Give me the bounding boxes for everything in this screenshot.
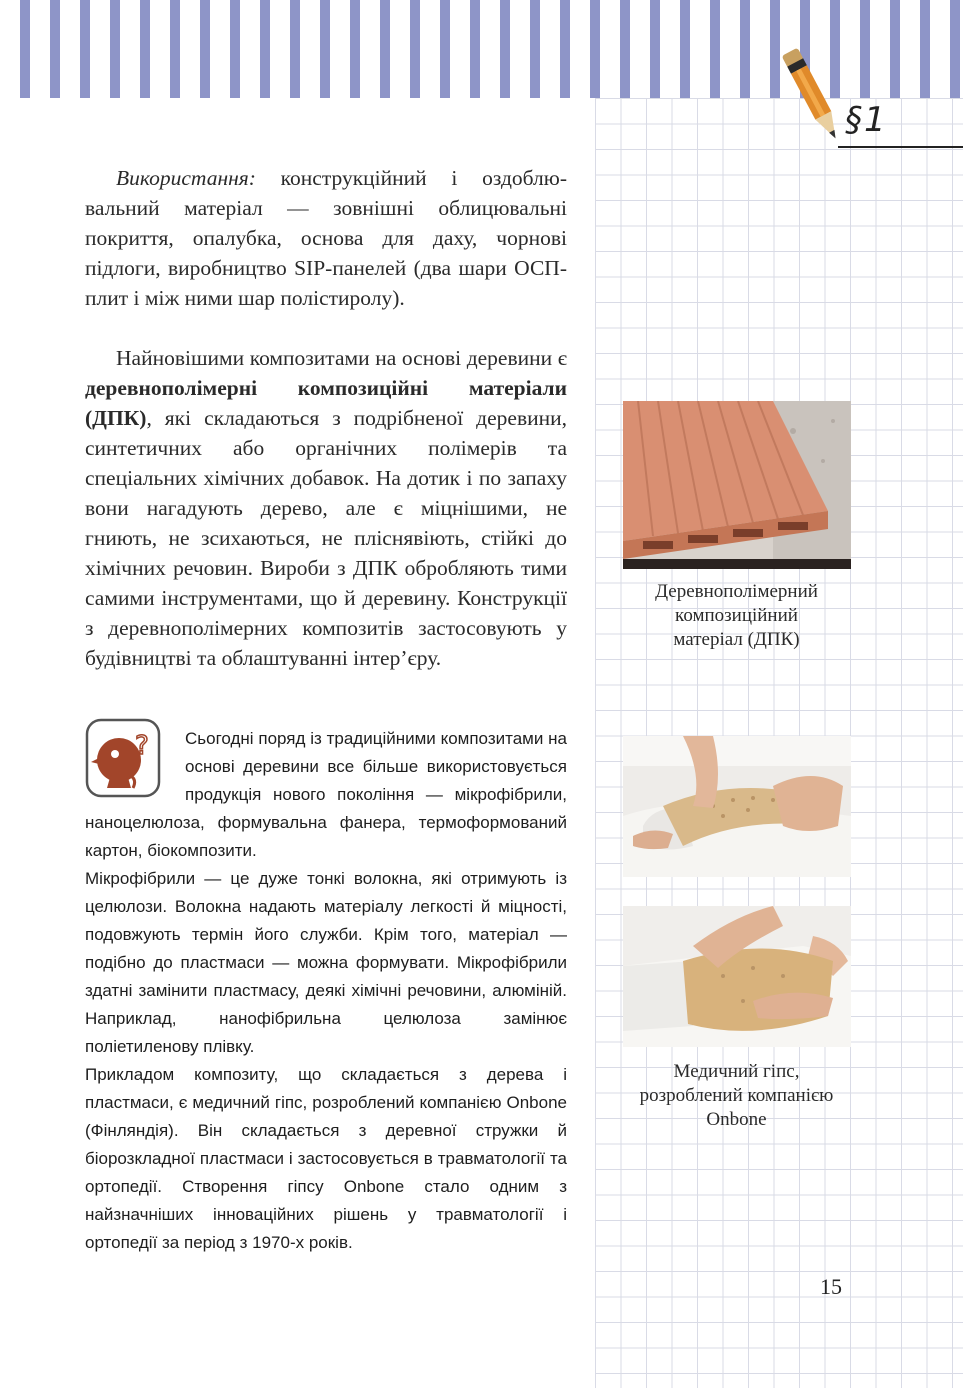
svg-text:?: ?: [135, 731, 149, 761]
dpk-text-end: , які складаються з подрібненої деревини, синтетичних або органічних полімерів та спеціальних хімічних добавок. На дотик і по запаху вони нагадують дерево, але є міцнішими, не гниють, не зсихаються, не пліснявіють, стійкі до хімічних речовин. Вироби з ДПК обробляють тими самими інструментами, що й деревину. Конструкції з деревнополімерних композитів застосовують у будівництві та облаштуванні інтер’єру.: [85, 406, 567, 670]
dpk-photo: [623, 401, 851, 569]
cast-caption: [605, 1060, 868, 1132]
cast-caption-line-1: Медичний гіпс,: [673, 1061, 800, 1082]
pencil-icon: [778, 40, 848, 152]
cast-photo-hand: [623, 736, 851, 877]
info-paragraph-2: Мікрофібрили — це дуже тонкі волокна, які отримують із целюлози. Волокна надають матеріалу легкості й міцності, подовжують термін його служби. Крім того, матеріал — подібно до пластмаси — можна формувати. Мікрофібрили здатні замінити пластмасу, деякі хімічні речовини, алюміній. Наприклад, нанофібрильна целюлоза замінює поліетиленову плівку.: [85, 869, 567, 1056]
usage-lead: Використання:: [116, 166, 256, 190]
dpk-paragraph: [85, 343, 567, 673]
section-underline: [838, 146, 963, 148]
page-number: 15: [820, 1274, 842, 1299]
dpk-text-start: Найновішими композитами на основі деревини є: [116, 346, 567, 370]
dpk-term: деревнополімерні композиційні матеріали (ДПК): [85, 376, 567, 430]
usage-paragraph: [85, 163, 567, 313]
cast-photo-leg: [623, 906, 851, 1047]
cast-caption-line-3: Onbone: [706, 1109, 767, 1130]
info-paragraph-3: Прикладом композиту, що складається з дерева і пластмаси, є медичний гіпс, розроблений компанією Onbone (Фінляндія). Він складається з деревної стружки й біорозкладної пластмаси і застосовується в травматології та ортопедії. Створення гіпсу Onbone стало одним з найзначніших інноваційних рішень у травматології і ортопедії за період з 1970-х років.: [85, 1065, 567, 1252]
dpk-caption-line-1: Деревнополімерний: [655, 581, 818, 602]
icon-wrap-spacer: [85, 725, 185, 809]
dpk-caption-line-3: матеріал (ДПК): [673, 629, 800, 650]
dpk-caption-line-2: композиційний: [675, 605, 798, 626]
usage-text: конструкційний і оздоблю-вальний матеріал — зовнішні облицювальні покриття, опалубка, основа для даху, чорнові підлоги, виробництво SIP-панелей (два шари ОСП-плит і між ними шар полістиролу).: [85, 166, 567, 310]
cast-caption-line-2: розроблений компанією: [639, 1085, 834, 1106]
info-paragraph-1: Сьогодні поряд із традиційними композитами на основі деревини все більше використовується продукція нового покоління — мікрофібрили, наноцелюлоза, формувальна фанера, термоформований картон, біокомпозити.: [85, 725, 567, 865]
dpk-caption: [605, 580, 868, 652]
section-mark: §1: [845, 100, 888, 140]
info-box: [85, 725, 567, 1257]
